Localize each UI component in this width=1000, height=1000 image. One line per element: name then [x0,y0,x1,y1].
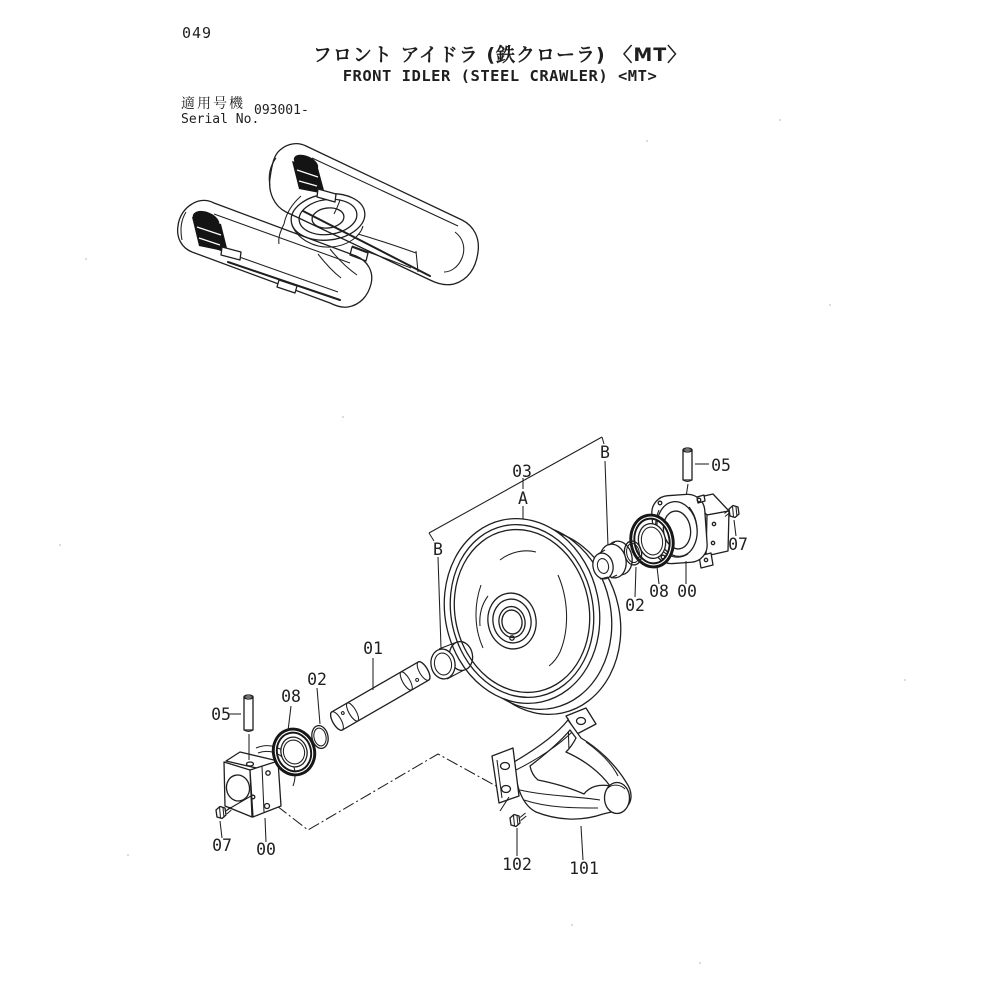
pin-05-left [244,695,253,760]
serial-label-jp: 適用号機 [181,96,245,112]
callout-section-b-left: B [433,540,443,559]
callout-part-05-right: 05 [711,456,731,475]
highlighted-idler-lower [190,207,241,260]
left-shaft-assembly [216,640,475,819]
callout-part-02-right: 02 [625,596,645,615]
serial-number-value: 093001- [254,103,309,118]
callout-part-102: 102 [502,855,532,874]
title-japanese: フロント アイドラ (鉄クローラ) 〈MT〉 [312,44,688,66]
page-number: 049 [182,24,213,42]
bolt-07-right [725,506,740,518]
callout-part-07-right: 07 [728,535,748,554]
bolt-07-left [216,807,231,819]
exploded-diagram [211,437,748,878]
callout-part-05-left: 05 [211,705,231,724]
callout-part-07-left: 07 [212,836,232,855]
callout-part-08-left: 08 [281,687,301,706]
serial-label-en: Serial No. [181,112,260,127]
shaft-01 [328,660,432,732]
title-english: FRONT IDLER (STEEL CRAWLER) <MT> [342,67,658,85]
callout-part-08-right: 08 [649,582,669,601]
yoke-bracket-101 [492,708,631,827]
callout-part-03: 03 [512,462,532,481]
callout-part-00-left: 00 [256,840,276,859]
callout-section-b-top: B [600,443,610,462]
callout-part-101: 101 [569,859,599,878]
machine-thumbnail [178,144,479,308]
callout-part-01: 01 [363,639,383,658]
center-frame [279,196,418,278]
callout-part-00-right: 00 [677,582,697,601]
bolt-102 [510,813,526,827]
callout-part-02-left: 02 [307,670,327,689]
idler-wheel [427,504,637,729]
pin-05-right [683,448,692,497]
callout-section-a: A [518,489,528,508]
